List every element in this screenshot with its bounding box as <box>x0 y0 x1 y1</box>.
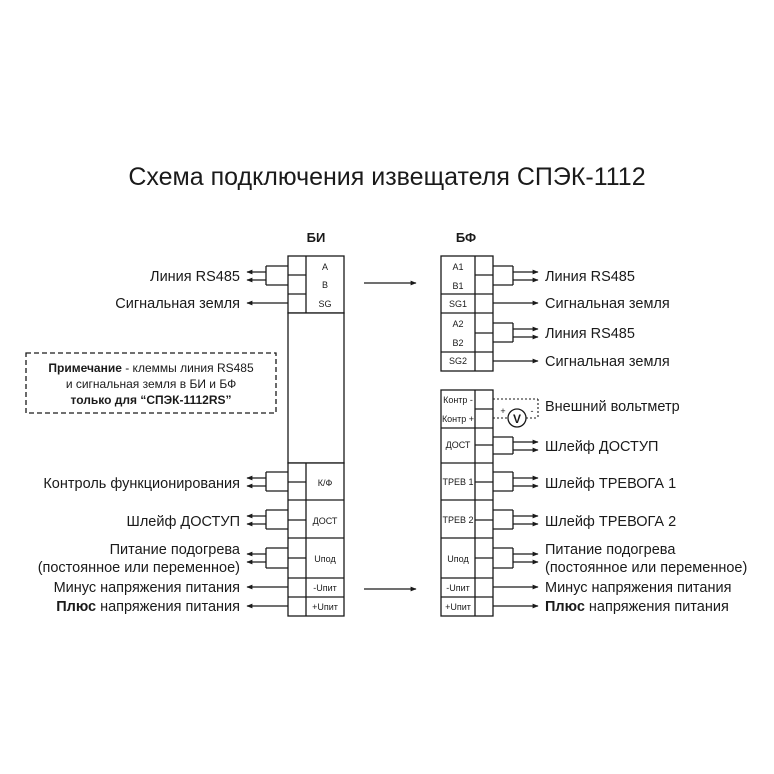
bf-block-title: БФ <box>455 230 477 245</box>
bf-terminal-dost: ДОСТ <box>445 440 471 450</box>
bf-label-plus-rest: напряжения питания <box>584 599 729 615</box>
bf-label-trev1: Шлейф ТРЕВОГА 1 <box>545 476 677 492</box>
bi-terminal-a: A <box>321 262 329 272</box>
bf-terminal-upod: Uпод <box>447 554 469 564</box>
voltmeter-v-glyph: V <box>512 412 522 426</box>
bi-label-ground: Сигнальная земля <box>115 296 240 312</box>
bf-terminal-plus-upit: +Uпит <box>445 602 471 612</box>
bf-terminal-b1: B1 <box>452 281 464 291</box>
bi-label-heating-line1: Питание подогрева <box>109 542 240 558</box>
bi-label-plus-rest: напряжения питания <box>96 599 240 615</box>
bf-label-heating-line2: (постоянное или переменное) <box>545 560 748 576</box>
bf-terminal-a1: A1 <box>452 262 464 272</box>
bi-terminal-dost: ДОСТ <box>312 516 338 526</box>
bf-label-plus-power <box>545 599 729 615</box>
bi-block <box>288 256 344 616</box>
diagram-title: Схема подключения извещателя СПЭК-1112 <box>128 163 646 191</box>
bf-label-plus-bold: Плюс <box>545 599 585 615</box>
bf-connections <box>493 266 538 606</box>
bf-label-rs485-1: Линия RS485 <box>545 269 635 285</box>
bi-terminal-b: B <box>321 280 329 290</box>
bi-terminal-upod: Uпод <box>314 554 336 564</box>
bf-block <box>441 256 493 616</box>
bi-connections <box>247 266 288 606</box>
bi-terminal-plus-upit: +Uпит <box>312 602 338 612</box>
bi-label-plus-bold: Плюс <box>56 599 97 615</box>
note-rest: - клеммы линия RS485 <box>121 361 254 375</box>
bf-label-heating-line1: Питание подогрева <box>545 542 676 558</box>
bf-terminal-minus-upit: -Uпит <box>446 583 470 593</box>
bi-label-kf: Контроль функционирования <box>43 476 240 492</box>
bi-terminal-kf: К/Ф <box>317 478 333 488</box>
bf-terminal-trev2: ТРЕВ 2 <box>442 515 474 525</box>
bf-label-ground-2: Сигнальная земля <box>545 354 670 370</box>
bi-terminal-minus-upit: -Uпит <box>313 583 337 593</box>
note-bold: Примечание <box>48 361 122 375</box>
bf-terminal-sg2: SG2 <box>448 356 468 366</box>
bf-terminal-kontr-minus: Контр - <box>443 395 473 405</box>
bf-terminal-a2: A2 <box>452 319 464 329</box>
bi-label-minus-power: Минус напряжения питания <box>53 580 240 596</box>
bi-label-plus-power <box>56 599 240 615</box>
note-line-2: и сигнальная земля в БИ и БФ <box>65 377 237 391</box>
bi-label-dost: Шлейф ДОСТУП <box>126 514 240 530</box>
bi-terminal-sg: SG <box>318 299 332 309</box>
bi-block-title: БИ <box>306 230 326 245</box>
bi-label-heating-line2: (постоянное или переменное) <box>37 560 240 576</box>
bf-label-ground-1: Сигнальная земля <box>545 296 670 312</box>
note-line-3: только для “СПЭК-1112RS” <box>70 393 232 407</box>
bf-terminal-sg1: SG1 <box>448 299 468 309</box>
bi-label-rs485: Линия RS485 <box>150 269 240 285</box>
bf-label-voltmeter: Внешний вольтметр <box>545 399 680 415</box>
note-line-1 <box>48 361 254 375</box>
bf-label-dost: Шлейф ДОСТУП <box>545 439 659 455</box>
bf-terminal-trev1: ТРЕВ 1 <box>442 477 474 487</box>
bf-label-rs485-2: Линия RS485 <box>545 326 635 342</box>
bf-terminal-b2: B2 <box>452 338 464 348</box>
bf-label-minus-power: Минус напряжения питания <box>545 580 732 596</box>
voltmeter-minus-sign: - <box>530 406 534 416</box>
voltmeter-plus-sign: + <box>500 406 506 416</box>
bf-label-trev2: Шлейф ТРЕВОГА 2 <box>545 514 677 530</box>
bf-terminal-kontr-plus: Контр + <box>441 414 475 424</box>
